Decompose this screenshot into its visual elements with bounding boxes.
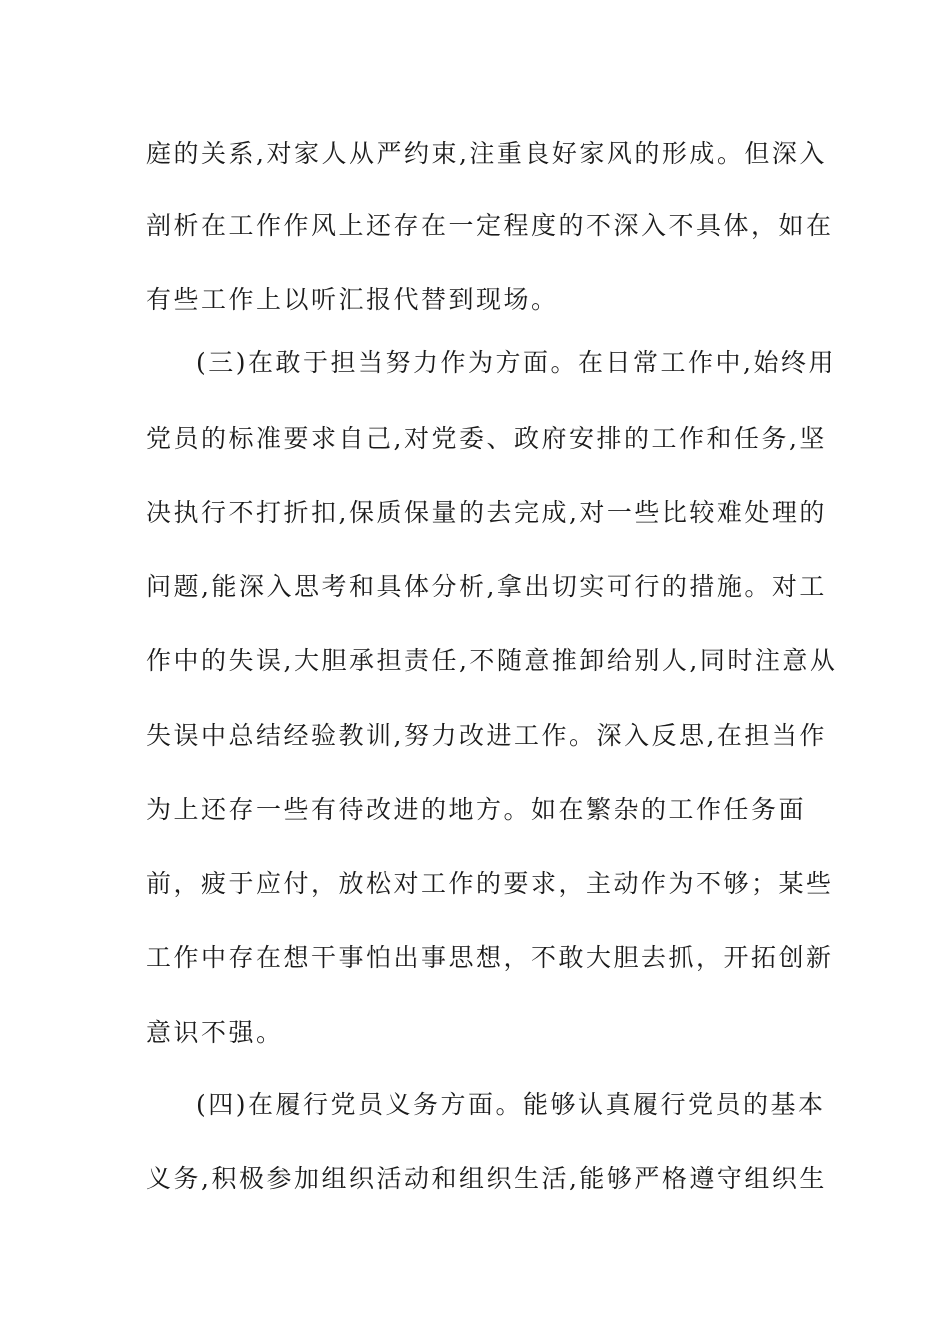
text-line: 失误中总结经验教训,努力改进工作。深入反思,在担当作 xyxy=(146,721,827,750)
text-line: 庭的关系,对家人从严约束,注重良好家风的形成。但深入 xyxy=(146,139,827,168)
text-line: 决执行不打折扣,保质保量的去完成,对一些比较难处理的 xyxy=(146,498,827,527)
text-line: 前，疲于应付，放松对工作的要求，主动作为不够；某些 xyxy=(146,869,834,898)
paragraph-start-line: (四)在履行党员义务方面。能够认真履行党员的基本 xyxy=(196,1090,826,1119)
text-line: 剖析在工作作风上还存在一定程度的不深入不具体，如在 xyxy=(146,211,834,240)
text-line: 有些工作上以听汇报代替到现场。 xyxy=(146,285,559,314)
text-line: 问题,能深入思考和具体分析,拿出切实可行的措施。对工 xyxy=(146,572,827,601)
text-line: 作中的失误,大胆承担责任,不随意推卸给别人,同时注意从 xyxy=(146,646,838,675)
text-line: 党员的标准要求自己,对党委、政府安排的工作和任务,坚 xyxy=(146,424,827,453)
paragraph-start-line: (三)在敢于担当努力作为方面。在日常工作中,始终用 xyxy=(196,348,836,377)
text-line: 为上还存一些有待改进的地方。如在繁杂的工作任务面 xyxy=(146,795,807,824)
text-line: 工作中存在想干事怕出事思想，不敢大胆去抓，开拓创新 xyxy=(146,943,834,972)
text-line: 意识不强。 xyxy=(146,1018,284,1047)
text-line: 义务,积极参加组织活动和组织生活,能够严格遵守组织生 xyxy=(146,1164,827,1193)
